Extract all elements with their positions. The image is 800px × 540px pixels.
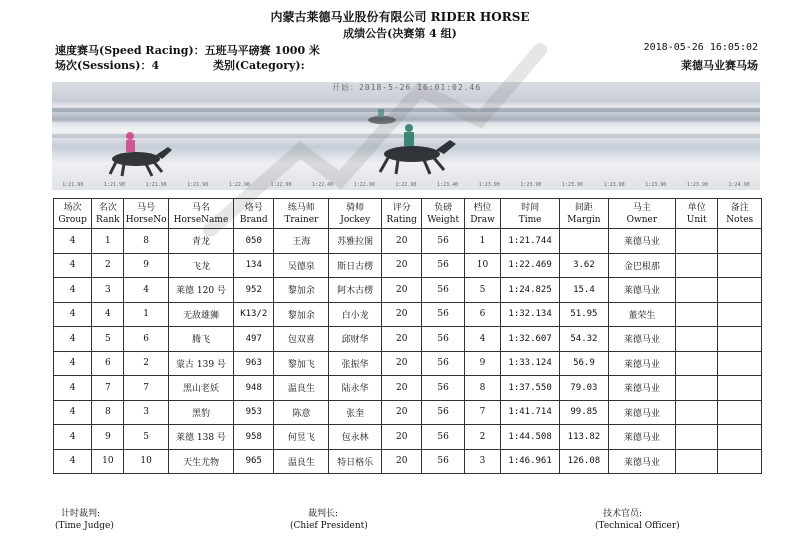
table-cell-rank: 2	[92, 253, 124, 278]
column-header-cn: 场次	[63, 202, 82, 213]
table-row	[54, 278, 762, 303]
table-cell-rank: 8	[92, 400, 124, 425]
table-cell-horsename: 青龙	[168, 229, 233, 254]
table-cell-rank: 9	[92, 425, 124, 450]
time-tick-label: 1:21.90	[62, 182, 84, 188]
table-cell-horseno: 3	[124, 400, 169, 425]
column-header-owner	[608, 199, 675, 229]
table-cell-brand: 948	[234, 376, 274, 401]
table-cell-owner: 莱德马业	[608, 400, 675, 425]
time-tick-labels	[52, 182, 760, 188]
table-cell-weight: 56	[422, 351, 464, 376]
column-header-cn: 练马师	[287, 202, 315, 213]
time-tick-label: 1:21.90	[145, 182, 167, 188]
table-cell-unit	[676, 278, 718, 303]
table-cell-group: 4	[54, 302, 92, 327]
column-header-cn: 评分	[392, 202, 411, 213]
table-row	[54, 253, 762, 278]
table-cell-group: 4	[54, 229, 92, 254]
time-tick-label: 1:22.90	[228, 182, 250, 188]
column-header-en: Rating	[386, 214, 417, 225]
table-cell-rating: 20	[382, 302, 422, 327]
table-cell-rank: 6	[92, 351, 124, 376]
table-cell-owner: 金巴根那	[608, 253, 675, 278]
table-cell-owner: 莱德马业	[608, 376, 675, 401]
table-cell-trainer: 温良生	[274, 376, 329, 401]
time-tick-label: 1:22.90	[353, 182, 375, 188]
photo-timestamp: 开始：2018-5-26 16:01:02.46	[332, 83, 482, 92]
table-cell-time: 1:33.124	[501, 351, 560, 376]
time-tick-label: 1:24.90	[728, 182, 750, 188]
table-cell-jockey: 苏雅拉图	[329, 229, 382, 254]
table-cell-jockey: 白小龙	[329, 302, 382, 327]
table-cell-horseno: 2	[124, 351, 169, 376]
category-label: 类别(Category):	[213, 59, 305, 72]
table-cell-jockey: 包永林	[329, 425, 382, 450]
table-cell-trainer: 吴德泉	[274, 253, 329, 278]
table-cell-group: 4	[54, 351, 92, 376]
table-cell-draw: 4	[464, 327, 500, 352]
table-cell-margin: 15.4	[560, 278, 609, 303]
table-row	[54, 229, 762, 254]
column-header-cn: 名次	[98, 202, 117, 213]
column-header-cn: 烙号	[244, 202, 263, 213]
column-header-time	[501, 199, 560, 229]
column-header-group	[54, 199, 92, 229]
table-cell-rating: 20	[382, 278, 422, 303]
column-header-weight	[422, 199, 464, 229]
table-cell-jockey: 张奎	[329, 400, 382, 425]
column-header-en: Group	[58, 214, 87, 225]
table-cell-group: 4	[54, 327, 92, 352]
table-cell-group: 4	[54, 449, 92, 474]
time-tick-label: 1:21.90	[103, 182, 125, 188]
table-cell-rating: 20	[382, 351, 422, 376]
table-cell-rank: 4	[92, 302, 124, 327]
table-cell-trainer: 黎加余	[274, 302, 329, 327]
race-label: 速度赛马(Speed Racing)：五班马平磅赛 1000 米	[55, 44, 320, 57]
table-cell-unit	[676, 400, 718, 425]
time-tick-label: 1:23.90	[603, 182, 625, 188]
table-cell-weight: 56	[422, 229, 464, 254]
table-cell-unit	[676, 376, 718, 401]
results-table	[53, 198, 762, 474]
table-cell-horseno: 1	[124, 302, 169, 327]
table-cell-trainer: 黎加余	[274, 278, 329, 303]
time-tick-label: 1:23.90	[478, 182, 500, 188]
column-header-cn: 马主	[632, 202, 651, 213]
table-row	[54, 425, 762, 450]
photo-finish-image	[52, 82, 760, 190]
table-cell-owner: 莱德马业	[608, 449, 675, 474]
table-cell-horsename: 腾飞	[168, 327, 233, 352]
table-cell-brand: 963	[234, 351, 274, 376]
table-cell-notes	[718, 229, 762, 254]
time-tick-label: 1:22.90	[270, 182, 292, 188]
venue-name: 莱德马业赛马场	[681, 59, 758, 72]
table-cell-weight: 56	[422, 425, 464, 450]
tech-cn: 技术官员:	[603, 509, 643, 519]
column-header-cn: 负磅	[434, 202, 453, 213]
table-cell-rank: 7	[92, 376, 124, 401]
column-header-en: HorseName	[173, 214, 229, 225]
table-cell-group: 4	[54, 400, 92, 425]
table-cell-margin: 51.95	[560, 302, 609, 327]
table-cell-weight: 56	[422, 400, 464, 425]
column-header-unit	[676, 199, 718, 229]
column-header-en: Time	[518, 214, 542, 225]
table-cell-time: 1:46.961	[501, 449, 560, 474]
table-cell-margin: 99.85	[560, 400, 609, 425]
table-cell-notes	[718, 376, 762, 401]
column-header-cn: 单位	[687, 202, 706, 213]
table-cell-horseno: 8	[124, 229, 169, 254]
column-header-horseno	[124, 199, 169, 229]
column-header-brand	[234, 199, 274, 229]
time-judge-cn: 计时裁判:	[61, 509, 101, 519]
technical-officer-signature	[595, 508, 680, 532]
time-judge-signature	[55, 508, 114, 532]
distant-horse	[368, 109, 396, 124]
column-header-trainer	[274, 199, 329, 229]
table-cell-rating: 20	[382, 376, 422, 401]
table-cell-brand: 497	[234, 327, 274, 352]
table-cell-owner: 董荣生	[608, 302, 675, 327]
table-cell-brand: 134	[234, 253, 274, 278]
table-cell-notes	[718, 425, 762, 450]
column-header-en: Brand	[239, 214, 268, 225]
table-cell-margin	[560, 229, 609, 254]
report-title: 内蒙古莱德马业股份有限公司 RIDER HORSE	[270, 10, 530, 24]
table-cell-trainer: 何昱飞	[274, 425, 329, 450]
table-cell-horsename: 飞龙	[168, 253, 233, 278]
table-cell-unit	[676, 425, 718, 450]
table-cell-group: 4	[54, 278, 92, 303]
chief-cn: 裁判长:	[308, 509, 339, 519]
table-cell-group: 4	[54, 425, 92, 450]
table-cell-rating: 20	[382, 253, 422, 278]
table-cell-rating: 20	[382, 400, 422, 425]
column-header-notes	[718, 199, 762, 229]
column-header-en: Notes	[726, 214, 754, 225]
column-header-en: Owner	[626, 214, 658, 225]
table-cell-horsename: 无敌雄狮	[168, 302, 233, 327]
table-cell-jockey: 张振华	[329, 351, 382, 376]
table-cell-draw: 3	[464, 449, 500, 474]
column-header-draw	[464, 199, 500, 229]
table-cell-trainer: 温良生	[274, 449, 329, 474]
column-header-en: Draw	[470, 214, 495, 225]
table-cell-rating: 20	[382, 425, 422, 450]
horses-graphic	[52, 82, 760, 190]
table-cell-margin: 126.08	[560, 449, 609, 474]
column-header-margin	[560, 199, 609, 229]
table-cell-notes	[718, 278, 762, 303]
time-tick-label: 1:23.90	[645, 182, 667, 188]
table-cell-brand: 965	[234, 449, 274, 474]
table-cell-horsename: 黑豹	[168, 400, 233, 425]
table-cell-unit	[676, 302, 718, 327]
table-cell-weight: 56	[422, 253, 464, 278]
table-cell-time: 1:32.607	[501, 327, 560, 352]
column-header-cn: 间距	[574, 202, 593, 213]
table-cell-trainer: 包双喜	[274, 327, 329, 352]
column-header-en: Margin	[567, 214, 601, 225]
table-cell-draw: 7	[464, 400, 500, 425]
table-cell-time: 1:24.825	[501, 278, 560, 303]
table-cell-horseno: 10	[124, 449, 169, 474]
table-cell-brand: 958	[234, 425, 274, 450]
table-row	[54, 302, 762, 327]
table-cell-time: 1:21.744	[501, 229, 560, 254]
table-cell-trainer: 黎加飞	[274, 351, 329, 376]
table-row	[54, 449, 762, 474]
time-tick-label: 1:21.90	[187, 182, 209, 188]
column-header-cn: 时间	[521, 202, 540, 213]
table-cell-horsename: 蒙古 139 号	[168, 351, 233, 376]
table-cell-time: 1:41.714	[501, 400, 560, 425]
table-cell-owner: 莱德马业	[608, 229, 675, 254]
time-tick-label: 1:22.90	[395, 182, 417, 188]
trailing-horse	[110, 132, 172, 176]
report-datetime: 2018-05-26 16:05:02	[643, 42, 758, 53]
table-cell-owner: 莱德马业	[608, 278, 675, 303]
table-cell-rating: 20	[382, 449, 422, 474]
column-header-en: HorseNo	[125, 214, 167, 225]
table-cell-owner: 莱德马业	[608, 351, 675, 376]
table-cell-draw: 9	[464, 351, 500, 376]
lead-horse	[380, 124, 456, 174]
column-header-cn: 档位	[473, 202, 492, 213]
table-cell-brand: 953	[234, 400, 274, 425]
time-tick-label: 1:23.90	[520, 182, 542, 188]
table-cell-horsename: 莱德 138 号	[168, 425, 233, 450]
column-header-cn: 骑师	[346, 202, 365, 213]
report-subtitle: 成绩公告(决赛第 4 组)	[343, 27, 457, 40]
table-cell-jockey: 阿木古楞	[329, 278, 382, 303]
table-row	[54, 376, 762, 401]
table-cell-draw: 5	[464, 278, 500, 303]
chief-en: (Chief President)	[290, 521, 368, 531]
table-cell-jockey: 特日格乐	[329, 449, 382, 474]
table-cell-brand: 050	[234, 229, 274, 254]
chief-president-signature	[290, 508, 368, 532]
table-row	[54, 327, 762, 352]
table-cell-notes	[718, 327, 762, 352]
column-header-en: Rank	[96, 214, 120, 225]
table-cell-jockey: 邱财华	[329, 327, 382, 352]
table-cell-horseno: 9	[124, 253, 169, 278]
table-cell-weight: 56	[422, 376, 464, 401]
table-cell-rank: 10	[92, 449, 124, 474]
table-cell-unit	[676, 229, 718, 254]
table-cell-draw: 2	[464, 425, 500, 450]
table-cell-jockey: 陆永华	[329, 376, 382, 401]
table-cell-draw: 6	[464, 302, 500, 327]
time-tick-label: 1:23.90	[561, 182, 584, 188]
table-cell-jockey: 斯日古楞	[329, 253, 382, 278]
table-cell-rank: 5	[92, 327, 124, 352]
table-row	[54, 351, 762, 376]
session-label: 场次(Sessions)：4	[55, 59, 160, 72]
table-cell-horseno: 7	[124, 376, 169, 401]
table-cell-rating: 20	[382, 229, 422, 254]
table-cell-trainer: 陈意	[274, 400, 329, 425]
table-cell-margin: 79.03	[560, 376, 609, 401]
table-cell-unit	[676, 449, 718, 474]
table-cell-margin: 54.32	[560, 327, 609, 352]
table-cell-group: 4	[54, 253, 92, 278]
table-cell-owner: 莱德马业	[608, 327, 675, 352]
table-cell-time: 1:37.550	[501, 376, 560, 401]
table-cell-brand: 952	[234, 278, 274, 303]
table-cell-brand: K13/2	[234, 302, 274, 327]
column-header-en: Unit	[686, 214, 707, 225]
time-tick-label: 1:23.40	[437, 182, 459, 188]
column-header-jockey	[329, 199, 382, 229]
table-cell-margin: 3.62	[560, 253, 609, 278]
table-cell-time: 1:22.469	[501, 253, 560, 278]
table-cell-notes	[718, 302, 762, 327]
table-cell-unit	[676, 351, 718, 376]
table-cell-notes	[718, 400, 762, 425]
column-header-en: Jockey	[340, 214, 371, 225]
column-header-en: Weight	[427, 214, 460, 225]
table-cell-unit	[676, 253, 718, 278]
table-row	[54, 400, 762, 425]
table-cell-unit	[676, 327, 718, 352]
table-cell-time: 1:32.134	[501, 302, 560, 327]
table-cell-notes	[718, 449, 762, 474]
table-cell-horseno: 4	[124, 278, 169, 303]
table-cell-group: 4	[54, 376, 92, 401]
tech-en: (Technical Officer)	[595, 521, 680, 531]
table-cell-draw: 8	[464, 376, 500, 401]
table-cell-horsename: 莱德 120 号	[168, 278, 233, 303]
table-cell-margin: 56.9	[560, 351, 609, 376]
column-header-rating	[382, 199, 422, 229]
column-header-cn: 备注	[730, 202, 749, 213]
table-cell-horseno: 5	[124, 425, 169, 450]
table-cell-draw: 1	[464, 229, 500, 254]
column-header-cn: 马号	[137, 202, 156, 213]
table-cell-weight: 56	[422, 302, 464, 327]
table-cell-weight: 56	[422, 278, 464, 303]
table-cell-weight: 56	[422, 449, 464, 474]
table-cell-owner: 莱德马业	[608, 425, 675, 450]
table-cell-horseno: 6	[124, 327, 169, 352]
time-judge-en: (Time Judge)	[55, 521, 114, 531]
time-tick-label: 1:23.90	[686, 182, 708, 188]
table-cell-weight: 56	[422, 327, 464, 352]
column-header-cn: 马名	[191, 202, 210, 213]
table-cell-rank: 3	[92, 278, 124, 303]
table-cell-notes	[718, 351, 762, 376]
table-header-row	[54, 199, 762, 229]
column-header-rank	[92, 199, 124, 229]
table-cell-notes	[718, 253, 762, 278]
table-cell-horsename: 黑山老妖	[168, 376, 233, 401]
table-cell-rank: 1	[92, 229, 124, 254]
table-cell-rating: 20	[382, 327, 422, 352]
table-cell-draw: 10	[464, 253, 500, 278]
table-cell-margin: 113.82	[560, 425, 609, 450]
table-cell-time: 1:44.508	[501, 425, 560, 450]
table-cell-horsename: 天生尤物	[168, 449, 233, 474]
column-header-horsename	[168, 199, 233, 229]
time-tick-label: 1:22.40	[312, 182, 334, 188]
column-header-en: Trainer	[284, 214, 319, 225]
table-cell-trainer: 王海	[274, 229, 329, 254]
